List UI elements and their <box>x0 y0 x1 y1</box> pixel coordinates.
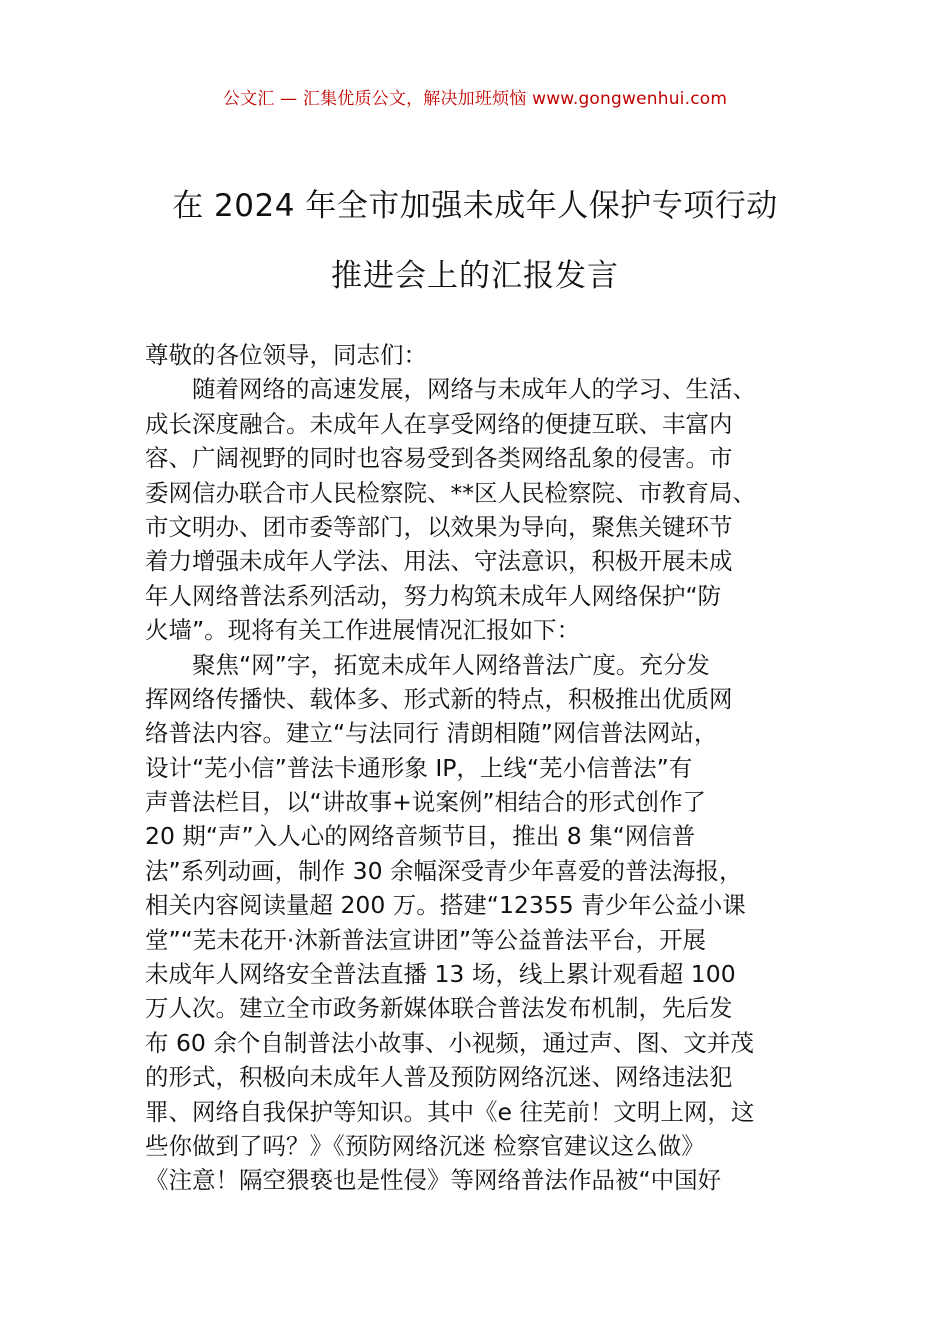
body-line: 的形式，积极向未成年人普及预防网络沉迷、网络违法犯 <box>145 1063 733 1092</box>
body-line: 着力增强未成年人学法、用法、守法意识，积极开展未成 <box>145 547 733 576</box>
body-line: 相关内容阅读量超 200 万。搭建“12355 青少年公益小课 <box>145 891 746 920</box>
body-line: 络普法内容。建立“与法同行 清朗相随”网信普法网站， <box>145 719 718 748</box>
body-line: 随着网络的高速发展，网络与未成年人的学习、生活、 <box>192 375 756 404</box>
body-line: 万人次。建立全市政务新媒体联合普法发布机制，先后发 <box>145 994 733 1023</box>
body-line: 些你做到了吗？》《预防网络沉迷 检察官建议这么做》 <box>145 1131 705 1160</box>
body-line: 未成年人网络安全普法直播 13 场，线上累计观看超 100 <box>145 960 736 989</box>
body-line: 委网信办联合市人民检察院、**区人民检察院、市教育局、 <box>145 478 756 507</box>
body-line: 20 期“声”入人心的网络音频节目，推出 8 集“网信普 <box>145 822 696 851</box>
body-line: 布 60 余个自制普法小故事、小视频，通过声、图、文并茂 <box>145 1028 754 1057</box>
body-line: 设计“芜小信”普法卡通形象 IP，上线“芜小信普法”有 <box>145 753 693 782</box>
body-line: 法”系列动画，制作 30 余幅深受青少年喜爱的普法海报， <box>145 856 743 885</box>
body-line: 堂”“芜未花开·沐新普法宣讲团”等公益普法平台，开展 <box>145 925 706 954</box>
body-line: 年人网络普法系列活动，努力构筑未成年人网络保护“防 <box>145 581 722 610</box>
document-title-line-2: 推进会上的汇报发言 <box>331 258 619 294</box>
body-line: 火墙”。现将有关工作进展情况汇报如下： <box>145 616 581 645</box>
document-body <box>145 338 815 1198</box>
body-line: 《注意！隔空猥亵也是性侵》等网络普法作品被“中国好 <box>145 1166 722 1195</box>
body-line: 容、广阔视野的同时也容易受到各类网络乱象的侵害。市 <box>145 444 733 473</box>
salutation: 尊敬的各位领导，同志们： <box>145 341 427 369</box>
body-line: 挥网络传播快、载体多、形式新的特点，积极推出优质网 <box>145 684 733 713</box>
site-banner[interactable]: 公文汇 — 汇集优质公文，解决加班烦恼 www.gongwenhui.com <box>222 89 728 109</box>
body-line: 市文明办、团市委等部门，以效果为导向，聚焦关键环节 <box>145 512 733 541</box>
body-line: 聚焦“网”字，拓宽未成年人网络普法广度。充分发 <box>192 650 710 679</box>
body-line: 罪、网络自我保护等知识。其中《e 往芜前！文明上网，这 <box>145 1097 755 1126</box>
document-title-line-1: 在 2024 年全市加强未成年人保护专项行动 <box>172 188 778 224</box>
body-line: 成长深度融合。未成年人在享受网络的便捷互联、丰富内 <box>145 409 733 438</box>
body-line: 声普法栏目，以“讲故事+说案例”相结合的形式创作了 <box>145 788 707 817</box>
